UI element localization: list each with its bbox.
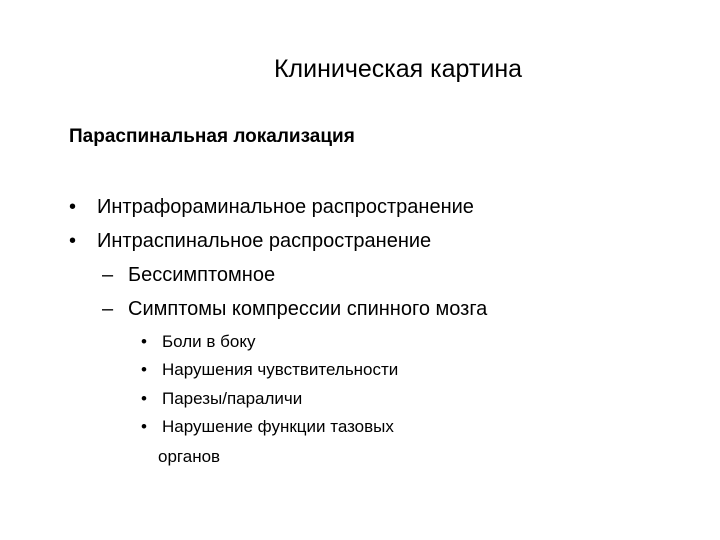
bullet-text: Нарушение функции тазовых (162, 417, 394, 436)
bullet-item-level3 (141, 358, 398, 382)
bullet-item-level1 (69, 193, 474, 221)
bullet-text: Симптомы компрессии спинного мозга (128, 298, 488, 320)
bullet-marker: • (141, 389, 147, 408)
bullet-item-level2 (102, 295, 487, 323)
bullet-text: Интрафораминальное распространение (97, 196, 474, 218)
bullet-item-level3 (141, 387, 302, 411)
bullet-text: Боли в боку (162, 332, 256, 351)
bullet-marker: • (69, 196, 77, 218)
bullet-text: Нарушения чувствительности (162, 360, 399, 379)
bullet-item-level2 (102, 261, 275, 289)
bullet-marker: • (141, 417, 147, 436)
bullet-item-level3 (141, 415, 394, 439)
bullet-item-level1 (69, 227, 431, 255)
bullet-marker: • (141, 360, 147, 379)
bullet-marker: • (141, 332, 147, 351)
bullet-text-continuation: органов (158, 447, 221, 466)
bullet-marker: • (69, 230, 77, 252)
bullet-text: Бессимптомное (128, 264, 276, 286)
slide-title: Клиническая картина (273, 55, 523, 83)
dash-marker: – (102, 298, 114, 320)
bullet-text: Парезы/параличи (162, 389, 303, 408)
slide-subtitle: Параспинальная локализация (69, 126, 355, 147)
bullet-text: Интраспинальное распространение (97, 230, 432, 252)
dash-marker: – (102, 264, 114, 286)
bullet-item-level3 (141, 330, 255, 354)
